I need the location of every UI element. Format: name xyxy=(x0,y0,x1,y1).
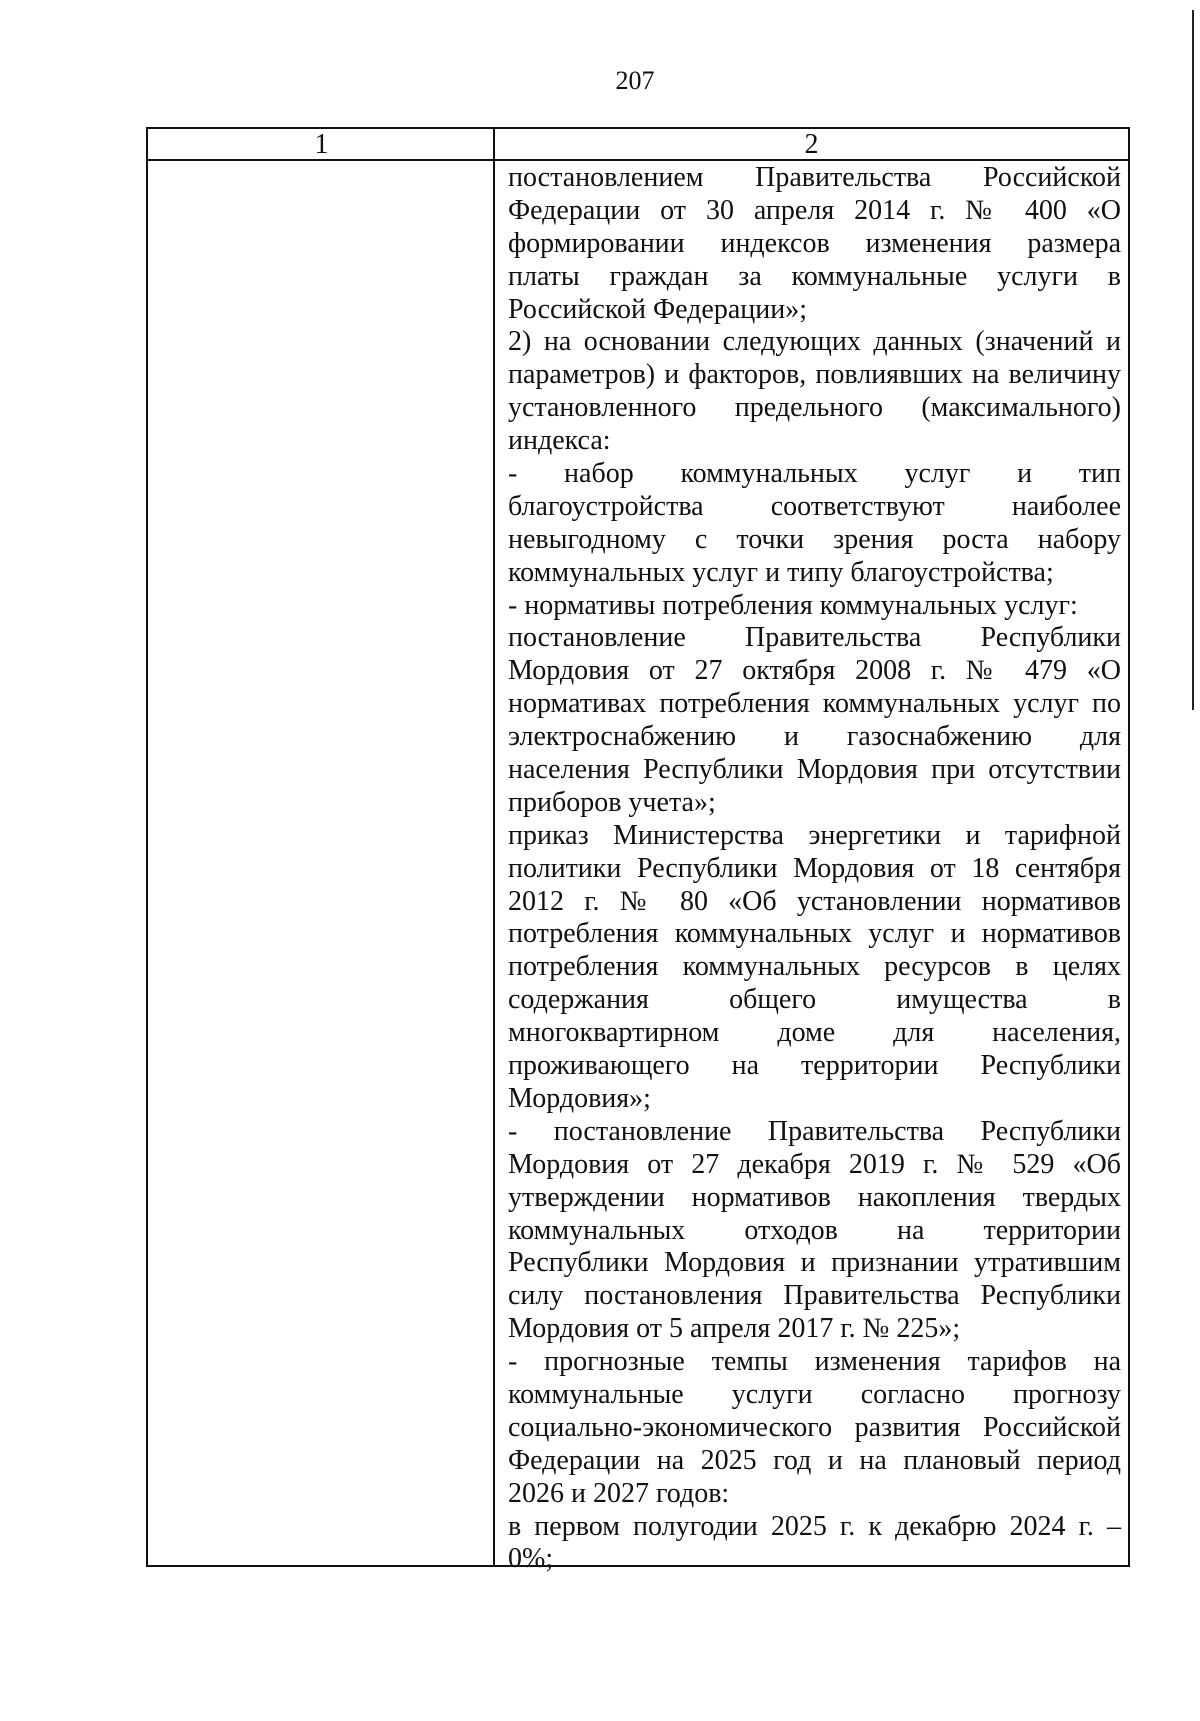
text-line: постановлением Правительства Российской xyxy=(508,162,1121,193)
text-line: - набор коммунальных услуг и тип xyxy=(508,458,1121,490)
text-line: - нормативы потребления коммунальных услуг: xyxy=(508,589,1078,621)
text-line: - прогнозные темпы изменения тарифов на xyxy=(508,1346,1121,1378)
text-line: невыгодному с точки зрения роста набору xyxy=(508,523,1121,555)
text-line: 2012 г. № 80 «Об установлении нормативов xyxy=(508,885,1121,917)
text-line: - постановление Правительства Республики xyxy=(508,1115,1121,1147)
text-line: приборов учета»; xyxy=(508,786,716,818)
text-line: Мордовия от 27 декабря 2019 г. № 529 «Об xyxy=(508,1148,1121,1180)
text-line: 2) на основании следующих данных (значений и xyxy=(508,326,1121,358)
column-divider xyxy=(493,129,495,1565)
column-header-2: 2 xyxy=(495,129,1128,161)
text-line: Мордовия»; xyxy=(508,1082,651,1114)
text-line: коммунальные услуги согласно прогнозу xyxy=(508,1378,1121,1410)
column-2-cell xyxy=(508,162,1121,1576)
text-line: Федерации на 2025 год и на плановый период xyxy=(508,1444,1121,1476)
text-line: Мордовия от 27 октября 2008 г. № 479 «О xyxy=(508,655,1121,687)
text-line: 2026 и 2027 годов: xyxy=(508,1477,730,1509)
document-table xyxy=(146,127,1130,1575)
text-line: 0%; xyxy=(508,1543,554,1575)
page-number: 207 xyxy=(615,66,655,95)
text-line: платы граждан за коммунальные услуги в xyxy=(508,260,1121,292)
scan-edge-mark xyxy=(1192,10,1194,710)
text-line: потребления коммунальных ресурсов в целях xyxy=(508,951,1121,983)
text-line: населения Республики Мордовия при отсутствии xyxy=(508,754,1121,786)
text-line: Мордовия от 5 апреля 2017 г. № 225»; xyxy=(508,1313,961,1345)
text-line: постановление Правительства Республики xyxy=(508,622,1121,654)
text-line: многоквартирном доме для населения, xyxy=(508,1017,1121,1049)
text-line: социально-экономического развития Российской xyxy=(508,1411,1121,1443)
text-line: коммунальных услуг и типу благоустройства; xyxy=(508,556,1054,588)
text-line: индекса: xyxy=(508,425,611,457)
text-line: Российской Федерации»; xyxy=(508,293,808,325)
text-line: параметров) и факторов, повлиявших на величину xyxy=(508,359,1121,391)
text-line: содержания общего имущества в xyxy=(508,984,1121,1016)
text-line: коммунальных отходов на территории xyxy=(508,1214,1121,1246)
text-line: Федерации от 30 апреля 2014 г. № 400 «О xyxy=(508,194,1121,226)
text-line: формировании индексов изменения размера xyxy=(508,227,1121,259)
text-line: приказ Министерства энергетики и тарифной xyxy=(508,819,1121,851)
text-line: в первом полугодии 2025 г. к декабрю 2024 г. – xyxy=(508,1510,1121,1542)
text-line: Республики Мордовия и признании утратившим xyxy=(508,1247,1121,1279)
text-line: потребления коммунальных услуг и нормативов xyxy=(508,918,1121,950)
text-line: электроснабжению и газоснабжению для xyxy=(508,721,1121,753)
column-header-1: 1 xyxy=(148,129,495,161)
text-line: благоустройства соответствуют наиболее xyxy=(508,490,1121,522)
text-line: нормативах потребления коммунальных услуг по xyxy=(508,688,1121,720)
text-line: установленного предельного (максимального) xyxy=(508,392,1121,424)
text-line: силу постановления Правительства Республики xyxy=(508,1280,1121,1312)
text-line: утверждении нормативов накопления твердых xyxy=(508,1181,1121,1213)
text-line: политики Республики Мордовия от 18 сентября xyxy=(508,852,1121,884)
text-line: проживающего на территории Республики xyxy=(508,1050,1121,1082)
